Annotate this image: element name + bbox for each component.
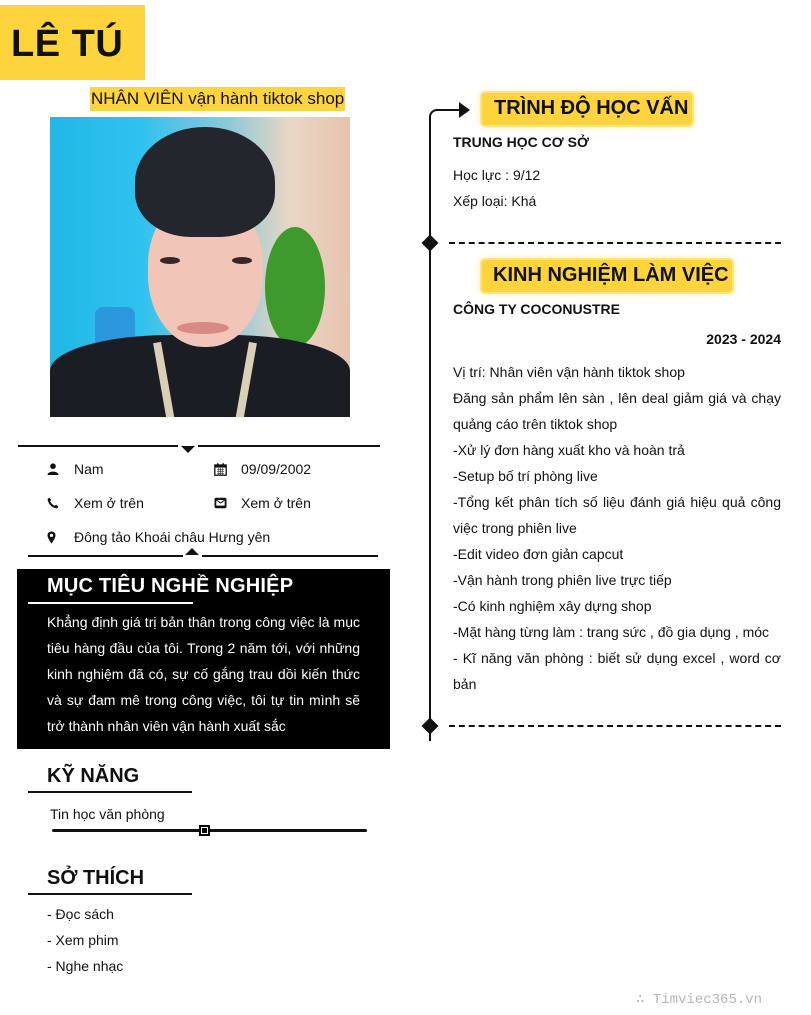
experience-line: -Setup bố trí phòng live xyxy=(453,468,598,484)
info-gender: Nam xyxy=(47,461,104,477)
title-underline xyxy=(28,893,192,895)
triangle-up-icon xyxy=(185,548,199,555)
skill-name: Tin học văn phòng xyxy=(50,806,165,822)
experience-line: Vị trí: Nhân viên vận hành tiktok shop xyxy=(453,364,685,380)
watermark: ∴ Timviec365.vn xyxy=(636,992,763,1008)
dashed-divider xyxy=(449,725,781,727)
job-title: NHÂN VIÊN vận hành tiktok shop xyxy=(90,87,345,111)
phone-icon xyxy=(47,497,73,509)
info-phone: Xem ở trên xyxy=(47,495,144,511)
hobby-item: - Đọc sách xyxy=(47,906,114,922)
dashed-divider xyxy=(449,242,781,244)
divider xyxy=(202,555,378,557)
work-period: 2023 - 2024 xyxy=(706,331,781,347)
divider xyxy=(28,555,183,557)
diamond-icon xyxy=(422,718,439,735)
hobbies-title: SỞ THÍCH xyxy=(47,867,145,889)
objective-text: Khẳng định giá trị bản thân trong công việc là mục tiêu hàng đầu của tôi. Trong 2 năm tới, với những kinh nghiệm đã có, sự cố gắng trau dồi kiến thức và sự đam mê trong công việc, tôi tự tin mình sẽ trở thành nhân viên vận hành xuất sắc xyxy=(47,614,360,734)
profile-photo xyxy=(50,117,350,417)
map-marker-icon xyxy=(47,531,73,544)
career-objective-section xyxy=(17,569,390,749)
skills-title: KỸ NĂNG xyxy=(47,765,140,787)
candidate-name: LÊ TÚ xyxy=(11,23,124,65)
experience-description xyxy=(453,359,781,697)
experience-line: Đăng sản phẩm lên sàn , lên deal giảm giá và chạy quảng cáo trên tiktok shop xyxy=(453,390,781,432)
title-underline xyxy=(28,602,193,604)
experience-line: -Edit video đơn giản capcut xyxy=(453,546,624,562)
education-detail: Xếp loại: Khá xyxy=(453,193,537,209)
hobby-item: - Nghe nhạc xyxy=(47,958,124,974)
divider xyxy=(18,445,178,447)
experience-line: - Kĩ năng văn phòng : biết sử dụng excel , word cơ bản xyxy=(453,650,781,692)
experience-line: -Mặt hàng từng làm : trang sức , đồ gia dụng , móc xyxy=(453,624,770,640)
experience-line: -Có kinh nghiệm xây dựng shop xyxy=(453,598,652,614)
envelope-icon xyxy=(214,497,240,509)
education-title: TRÌNH ĐỘ HỌC VẤN xyxy=(494,97,689,119)
section-title: MỤC TIÊU NGHỀ NGHIỆP xyxy=(47,575,294,597)
triangle-down-icon xyxy=(181,446,195,453)
school-name: TRUNG HỌC CƠ SỞ xyxy=(453,134,589,150)
info-birthday: 09/09/2002 xyxy=(214,461,311,477)
experience-line: -Vận hành trong phiên live trực tiếp xyxy=(453,572,672,588)
arrow-right-icon xyxy=(459,102,470,118)
hobby-item: - Xem phim xyxy=(47,932,119,948)
experience-line: -Tổng kết phân tích số liệu đánh giá hiệu quả công việc trong phiên live xyxy=(453,494,781,536)
education-detail: Học lực : 9/12 xyxy=(453,167,541,183)
calendar-icon xyxy=(214,463,240,476)
info-address: Đông tảo Khoái châu Hưng yên xyxy=(47,529,270,545)
title-underline xyxy=(28,791,192,793)
diamond-icon xyxy=(422,235,439,252)
name-banner xyxy=(0,5,145,80)
skill-level-marker xyxy=(199,825,210,836)
timeline-line xyxy=(429,121,431,741)
info-email: Xem ở trên xyxy=(214,495,311,511)
divider xyxy=(198,445,380,447)
user-icon xyxy=(47,463,73,475)
timeline-corner xyxy=(429,109,443,123)
experience-title: KINH NGHIỆM LÀM VIỆC xyxy=(493,264,729,286)
company-name: CÔNG TY COCONUSTRE xyxy=(453,301,620,317)
experience-line: -Xử lý đơn hàng xuất kho và hoàn trả xyxy=(453,442,685,458)
